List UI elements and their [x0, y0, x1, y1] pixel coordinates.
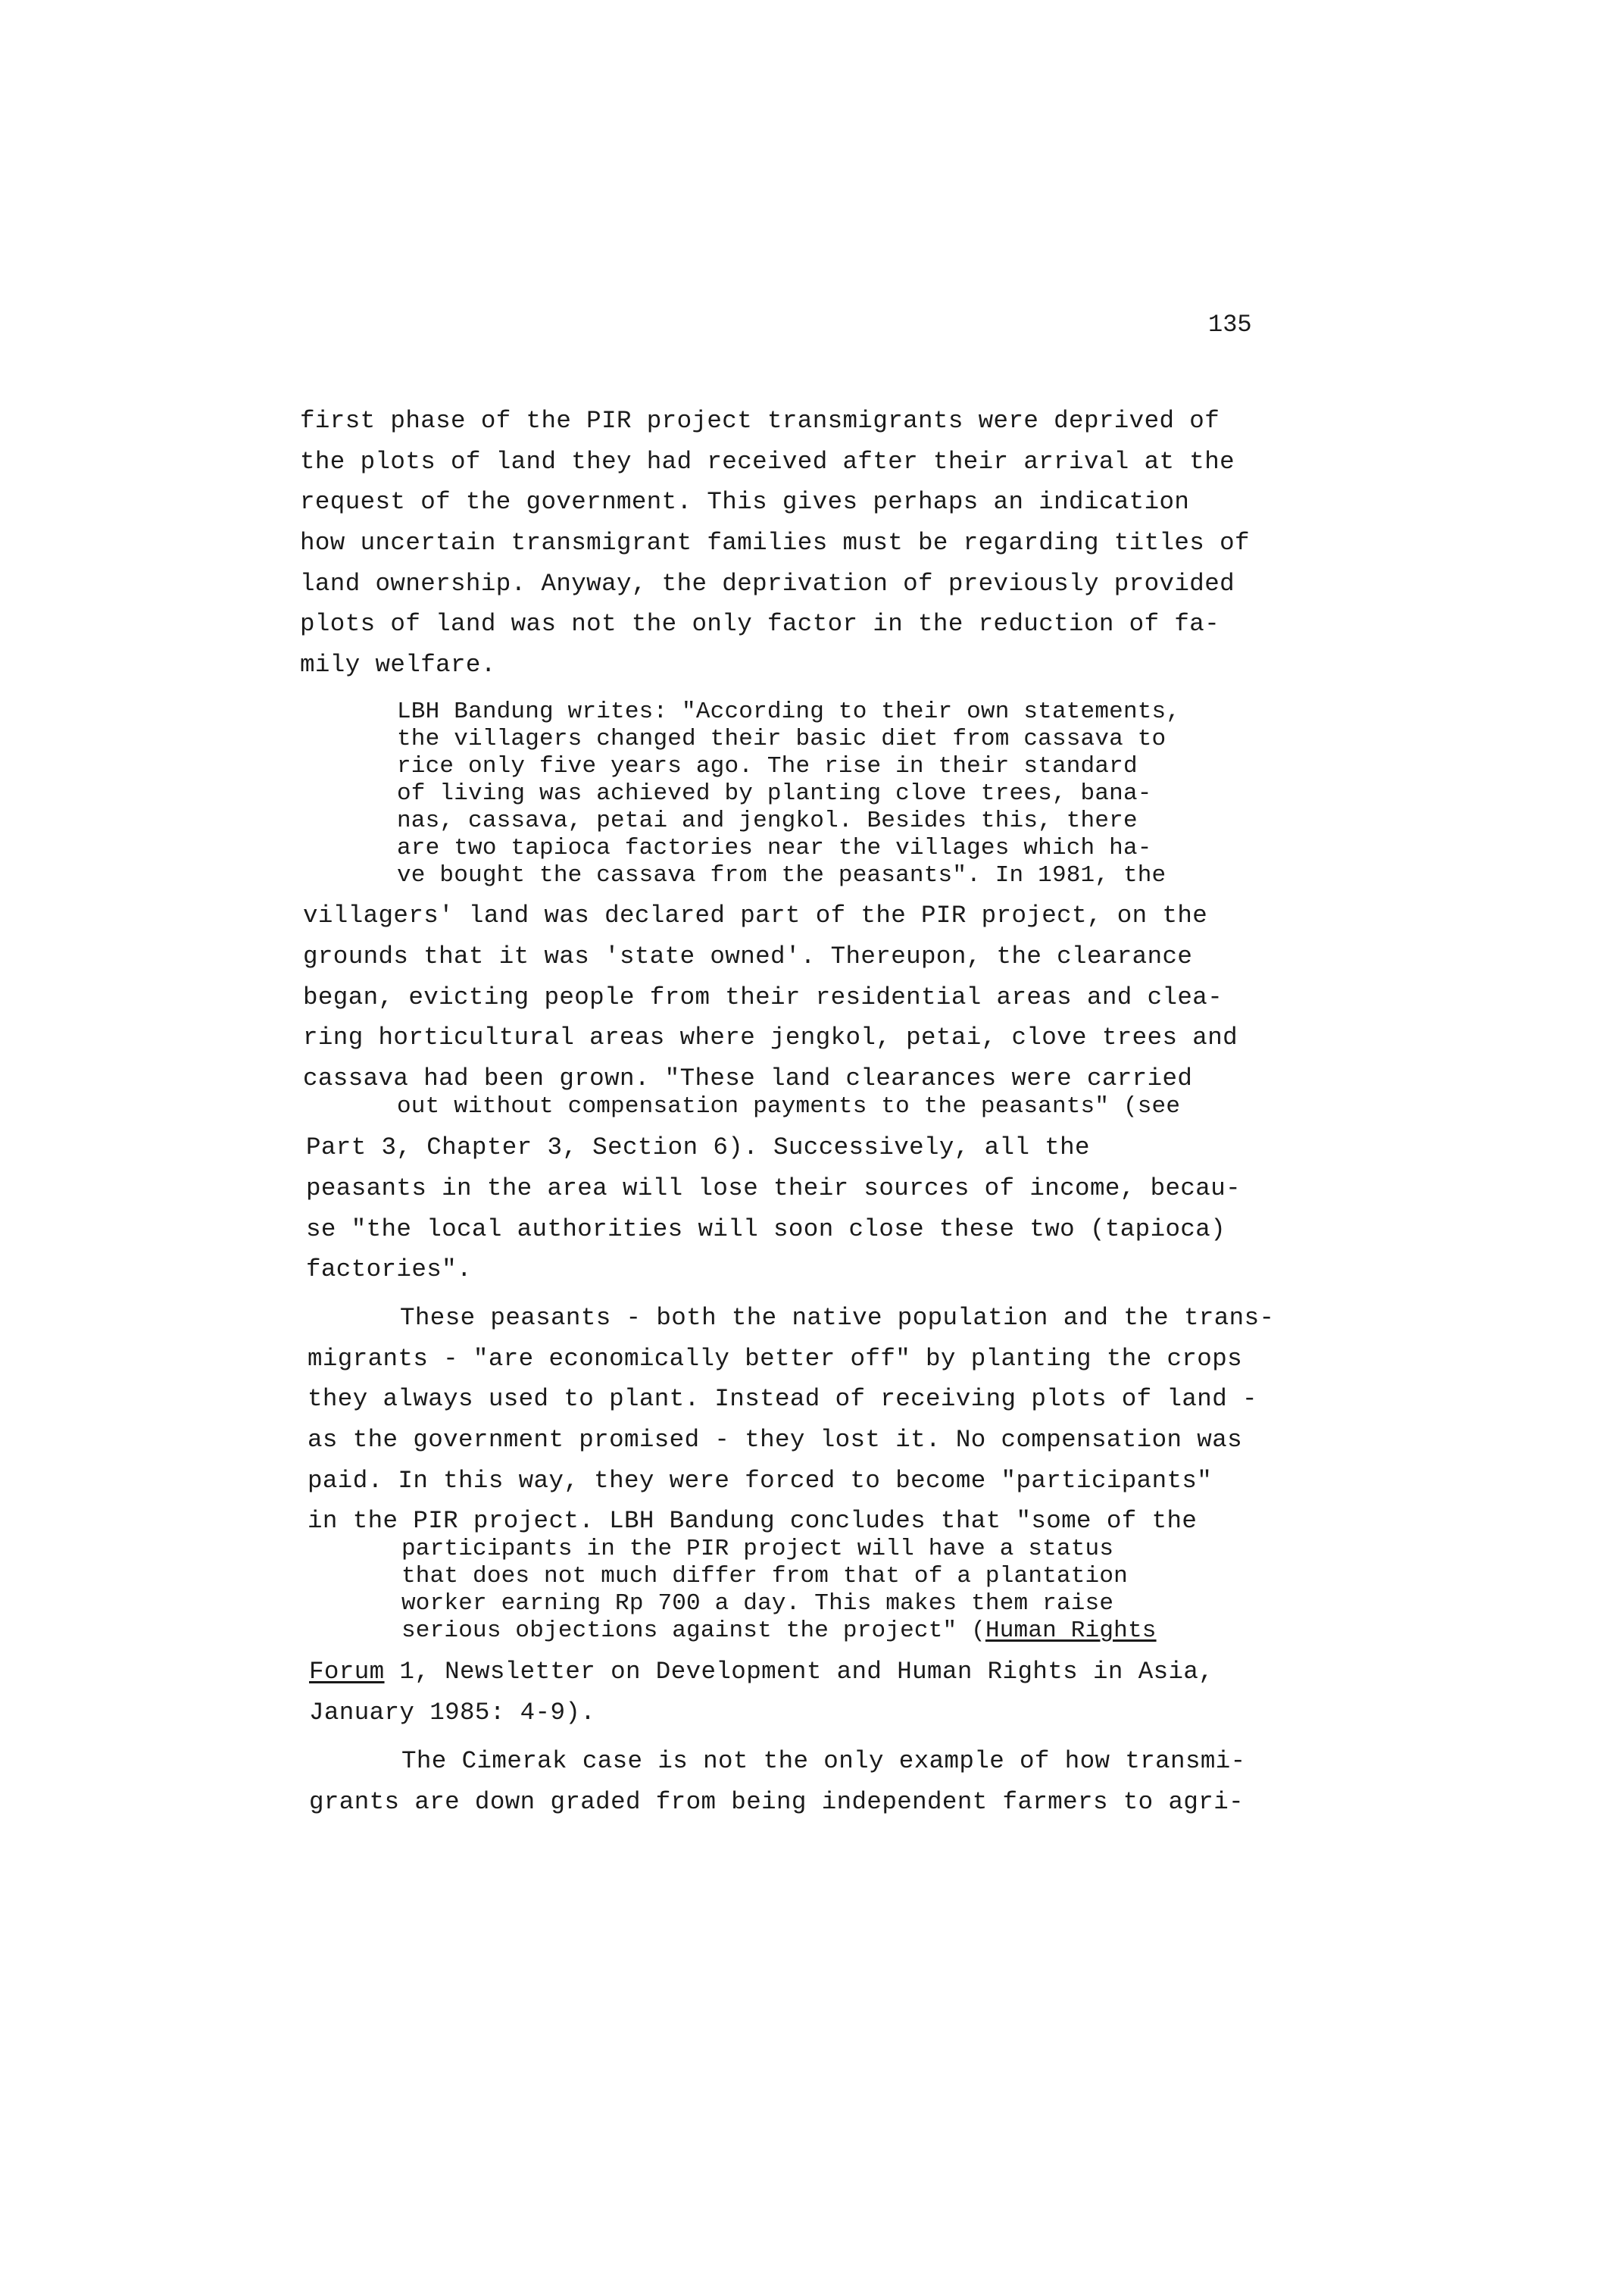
quote-line: that does not much differ from that of a plantation	[401, 1563, 1128, 1589]
text-line: first phase of the PIR project transmigrants were deprived of	[300, 407, 1220, 435]
text-line: began, evicting people from their residential areas and clea-	[303, 983, 1223, 1011]
quote-line: LBH Bandung writes: "According to their own statements,	[397, 699, 1181, 725]
quote-line: are two tapioca factories near the villages which ha-	[397, 835, 1152, 861]
text-line: grounds that it was 'state owned'. Thereupon, the clearance	[303, 942, 1193, 970]
text-line: factories".	[306, 1255, 472, 1283]
text-line: The Cimerak case is not the only example of how transmi-	[401, 1747, 1246, 1775]
quote-line: out without compensation payments to the peasants" (see	[397, 1093, 1181, 1120]
quote-text: serious objections against the project" (	[401, 1617, 985, 1644]
quote-line: the villagers changed their basic diet from cassava to	[397, 726, 1166, 752]
quote-line: rice only five years ago. The rise in their standard	[397, 753, 1138, 780]
text-line: land ownership. Anyway, the deprivation of previously provided	[300, 570, 1235, 598]
text-line: Part 3, Chapter 3, Section 6). Successively, all the	[306, 1133, 1090, 1161]
text-line: mily welfare.	[300, 651, 496, 679]
text-line: grants are down graded from being independent farmers to agri-	[309, 1788, 1244, 1816]
text-line: ring horticultural areas where jengkol, petai, clove trees and	[303, 1024, 1238, 1052]
citation-text: 1, Newsletter on Development and Human Rights in Asia,	[384, 1658, 1214, 1686]
quote-line: participants in the PIR project will have a status	[401, 1536, 1114, 1562]
text-line: the plots of land they had received after their arrival at the	[300, 448, 1235, 476]
text-line: plots of land was not the only factor in the reduction of fa-	[300, 610, 1220, 638]
citation-title: Forum	[309, 1658, 385, 1686]
quote-line: of living was achieved by planting clove trees, bana-	[397, 780, 1152, 807]
text-line: how uncertain transmigrant families must be regarding titles of	[300, 529, 1250, 557]
text-line: villagers' land was declared part of the PIR project, on the	[303, 902, 1208, 930]
text-line: cassava had been grown. "These land clearances were carried	[303, 1064, 1193, 1092]
text-line: peasants in the area will lose their sources of income, becau-	[306, 1174, 1241, 1202]
text-line: paid. In this way, they were forced to become "participants"	[308, 1467, 1213, 1495]
text-line: they always used to plant. Instead of receiving plots of land -	[308, 1385, 1257, 1413]
page-number: 135	[1208, 311, 1252, 339]
quote-line: worker earning Rp 700 a day. This makes them raise	[401, 1590, 1114, 1617]
citation-title: Human Rights	[985, 1617, 1157, 1644]
quote-line	[401, 1617, 1157, 1644]
quote-line: ve bought the cassava from the peasants". In 1981, the	[397, 862, 1166, 889]
text-line: in the PIR project. LBH Bandung concludes that "some of the	[308, 1507, 1198, 1535]
text-line: as the government promised - they lost it. No compensation was	[308, 1426, 1242, 1454]
text-line: request of the government. This gives perhaps an indication	[300, 488, 1190, 516]
text-line: migrants - "are economically better off" by planting the crops	[308, 1345, 1242, 1373]
text-line: se "the local authorities will soon close these two (tapioca)	[306, 1215, 1226, 1243]
text-line: These peasants - both the native population and the trans-	[400, 1304, 1275, 1332]
text-line: January 1985: 4-9).	[309, 1699, 596, 1727]
quote-line: nas, cassava, petai and jengkol. Besides this, there	[397, 808, 1138, 834]
text-line	[309, 1658, 1213, 1686]
